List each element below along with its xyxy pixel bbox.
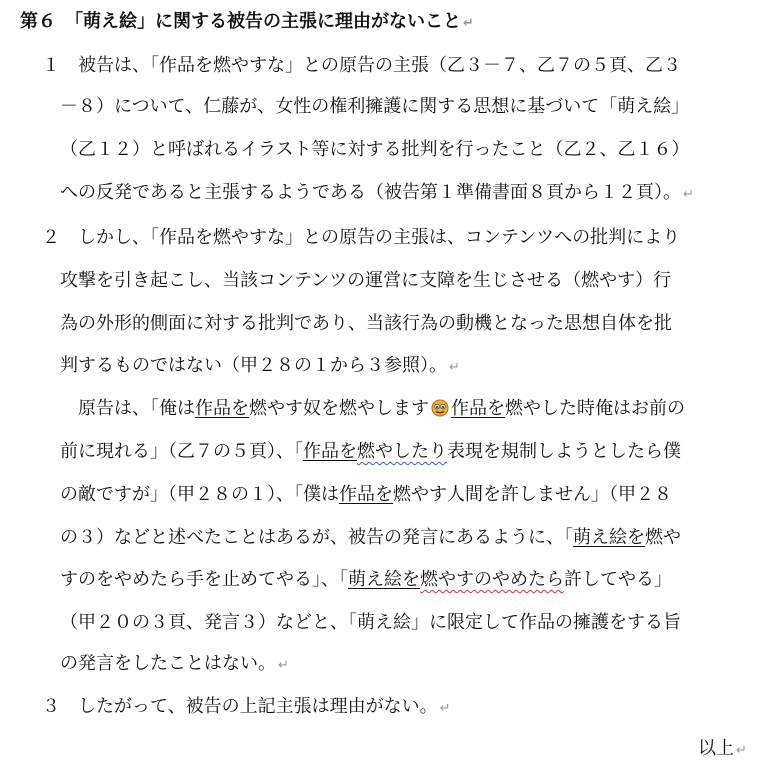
section-2-line-3: 為の外形的側面に対する批判であり、当該行為の動機となった思想自体を批 [60, 313, 672, 334]
section-2-para-2-line-3: の敵ですが」（甲２８の１）、「僕は作品を燃やす人間を許しません」（甲２８ [60, 484, 672, 505]
paragraph-mark-icon: ↵ [439, 701, 451, 716]
paragraph-mark-icon: ↵ [449, 360, 460, 375]
section-2-para-2-line-4: の３）などと述べたことはあるが、被告の発言にあるように、「萌え絵を燃や [60, 527, 681, 548]
section-2-line-1: ２ しかし、「作品を燃やすな」との原告の主張は、コンテンツへの批判により [42, 227, 681, 248]
section-3-line-1: ３ したがって、被告の上記主張は理由がない。 ↵ [42, 696, 451, 717]
section-2-para-2-line-5: すのをやめたら手を止めてやる」、「萌え絵を燃やすのやめたら許してやる」 [60, 569, 672, 590]
section-2-para-2-line-1: 原告は、「俺は作品を燃やす奴を燃やします 作品を燃やした時俺はお前の [78, 398, 685, 419]
paragraph-mark-icon: ↵ [683, 187, 694, 202]
heading [20, 10, 474, 36]
section-2-para-2-line-7: の発言をしたことはない。 ↵ [60, 653, 289, 674]
section-2-line-2: 攻撃を引き起こし、当該コンテンツの運営に支障を生じさせる（燃やす）行 [60, 270, 672, 291]
closing-mark: 以上 ↵ [698, 738, 747, 759]
section-1-line-4: への反発であると主張するようである（被告第１準備書面８頁から１２頁）。 ↵ [60, 182, 694, 203]
section-1-line-3: （乙１２）と呼ばれるイラスト等に対する批判を行ったこと（乙２、乙１６） [60, 139, 690, 160]
section-2-para-2-line-6: （甲２０の３頁、発言３）などと、「萌え絵」に限定して作品の擁護をする旨 [60, 612, 681, 633]
paragraph-mark-icon: ↵ [278, 658, 289, 673]
section-2-line-4: 判するものではない（甲２８の１から３参照）。 ↵ [60, 355, 460, 376]
section-1-line-2: －８）について、仁藤が、女性の権利擁護に関する思想に基づいて「萌え絵」 [60, 96, 690, 117]
paragraph-mark-icon: ↵ [463, 16, 474, 31]
section-2-para-2-line-2: 前に現れる」（乙７の５頁）、「作品を燃やしたり表現を規制しようとしたら僕 [60, 441, 681, 462]
paragraph-mark-icon: ↵ [736, 743, 747, 758]
face-emoji-icon [431, 399, 449, 417]
section-1-line-1: １ 被告は、「作品を燃やすな」との原告の主張（乙３－７、乙７の５頁、乙３ [42, 55, 681, 76]
heading-text: 第６ 「萌え絵」に関する被告の主張に理由がないこと [20, 11, 461, 32]
